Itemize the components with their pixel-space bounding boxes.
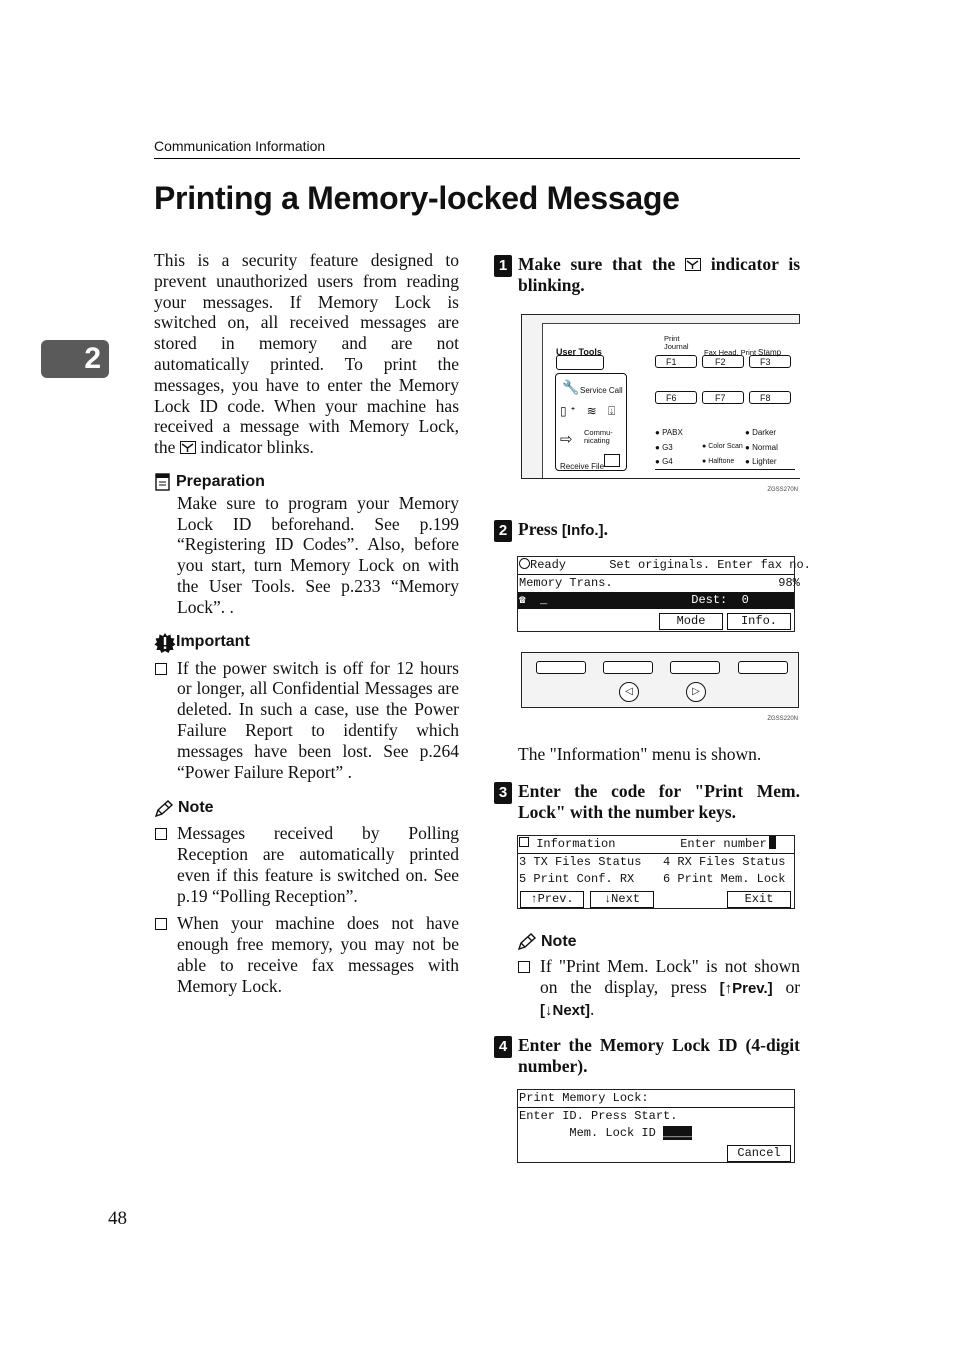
left-column	[154, 250, 459, 997]
preparation-heading: Preparation	[154, 472, 459, 493]
running-header: Communication Information	[154, 138, 326, 154]
contrast-leds	[745, 426, 778, 470]
intro-paragraph: This is a security feature designed to prevent unauthorized users from reading your messages. If Memory Lock is switched on, all received messages are stored in memory and are not automatically printed. To print the messages, you have to enter the Memory Lock ID code. When your machine has received a message with Memory Lock, the indicator blinks.	[154, 250, 459, 458]
pencil-note-icon	[517, 933, 537, 951]
cancel-softkey[interactable]: Cancel	[727, 1145, 791, 1162]
selection-keys-illustration	[521, 652, 799, 708]
prev-softkey[interactable]: ↑Prev.	[520, 891, 584, 908]
line-leds	[655, 426, 683, 470]
f-label-print-journal: Print Journal	[664, 334, 689, 351]
led-color-scan: ● Color Scan	[702, 443, 743, 450]
checkbox-bullet-icon	[155, 828, 167, 840]
service-call-label: Service Call	[580, 386, 623, 395]
led-g4: ● G4	[655, 457, 673, 466]
figure-code: ZGSS220N	[767, 716, 798, 722]
f3-key[interactable]: F3	[749, 355, 791, 368]
info-menu-shown-text: The "Information" menu is shown.	[518, 744, 762, 764]
note-item: If "Print Mem. Lock" is not shown on the display, press [↑Prev.] or [↓Next].	[517, 956, 800, 1021]
mode-softkey[interactable]: Mode	[659, 613, 723, 630]
machine-status-icons: ▯ᐩ ≋ ⍗	[560, 404, 620, 418]
page-number: 48	[108, 1208, 127, 1229]
scroll-left-icon[interactable]: ◁	[619, 682, 639, 702]
selection-key-2[interactable]	[603, 661, 653, 674]
pencil-note-icon	[154, 800, 174, 818]
operation-panel-illustration	[521, 314, 800, 479]
note-heading: Note	[154, 798, 459, 819]
lcd-row-status: Ready Set originals. Enter fax no.	[518, 557, 794, 574]
prev-key-name: [↑Prev.]	[719, 980, 773, 997]
user-tools-key[interactable]	[556, 355, 604, 370]
telephone-icon: ☎	[519, 595, 526, 607]
key-row-edge	[655, 469, 795, 478]
next-key-name: [↓Next]	[540, 1002, 591, 1019]
receive-file-label: Receive File	[560, 462, 605, 471]
led-pabx: ● PABX	[655, 428, 683, 437]
ready-indicator-icon	[519, 558, 530, 569]
user-tools-label: User Tools	[556, 347, 602, 357]
lcd-row-menu-2: 5 Print Conf. RX 6 Print Mem. Lock	[519, 872, 786, 886]
step-number: 3	[494, 782, 512, 804]
led-g3: ● G3	[655, 442, 673, 452]
step-number: 1	[494, 255, 512, 277]
memory-lock-indicator-icon	[685, 258, 701, 271]
scroll-right-icon[interactable]: ▷	[686, 682, 706, 702]
important-item: If the power switch is off for 12 hours or longer, all Confidential Messages are deleted. In such a case, use the Power Failure Report to identify which messages have been lost. See p.264 “Power Failure Report” .	[154, 658, 459, 783]
next-softkey[interactable]: ↓Next	[590, 891, 654, 908]
lcd-row-enter-id: Enter ID. Press Start.	[519, 1109, 678, 1123]
lcd-row-destination: ☎ _ Dest: 0	[518, 592, 794, 609]
note-heading: Note	[517, 931, 800, 952]
led-lighter: ● Lighter	[745, 457, 777, 466]
selection-key-3[interactable]	[670, 661, 720, 674]
lcd-row-id-field: Mem. Lock ID ____	[519, 1126, 692, 1140]
checkbox-bullet-icon	[155, 918, 167, 930]
lcd-display-memory-lock	[517, 1089, 795, 1163]
step-number: 2	[494, 520, 512, 542]
f-label-stamp: Stamp	[758, 348, 782, 357]
mode-leds	[702, 440, 743, 469]
f7-key[interactable]: F7	[702, 391, 744, 404]
led-normal: ● Normal	[745, 442, 778, 452]
note-item: Messages received by Polling Reception are automatically printed even if this feature is switched on. See p.19 “Polling Reception”.	[154, 823, 459, 906]
step-number: 4	[494, 1036, 512, 1058]
selection-key-1[interactable]	[536, 661, 586, 674]
important-heading: Important	[154, 632, 459, 654]
cursor-block	[769, 836, 776, 849]
communicating-icon: ⇨	[560, 431, 573, 448]
header-rule	[154, 158, 800, 159]
important-icon	[154, 632, 176, 654]
chapter-tab: 2	[41, 340, 109, 378]
led-halftone: ● Halftone	[702, 457, 735, 465]
checkbox-bullet-icon	[155, 663, 167, 675]
info-menu-icon	[519, 837, 529, 847]
memory-lock-id-field[interactable]: ____	[663, 1126, 692, 1140]
lcd-row-print-memory-lock: Print Memory Lock:	[518, 1090, 794, 1108]
communicating-label: Commu- nicating	[584, 428, 613, 445]
step-1: 1 Make sure that the indicator is blinking.	[494, 254, 800, 296]
selection-key-4[interactable]	[738, 661, 788, 674]
step-4: 4 Enter the Memory Lock ID (4-digit number).	[494, 1035, 800, 1077]
f8-key[interactable]: F8	[749, 391, 791, 404]
figure-code: ZGSS270N	[767, 487, 798, 493]
lcd-row-menu-1: 3 TX Files Status 4 RX Files Status	[519, 855, 786, 869]
info-key-name: [Info.]	[561, 522, 604, 539]
info-softkey[interactable]: Info.	[727, 613, 791, 630]
preparation-text: Make sure to program your Memory Lock ID beforehand. See p.199 “Registering ID Codes”. Also, before you start, turn Memory Lock on with the User Tools. See p.233 “Memory Lock”. .	[177, 492, 459, 617]
lcd-display-information	[517, 835, 795, 909]
preparation-icon	[154, 473, 172, 492]
lcd-display-ready	[517, 556, 811, 632]
f2-key[interactable]: F2	[702, 355, 744, 368]
step-2: 2 Press [Info.].	[494, 519, 800, 542]
f-label-fax-head-print: Fax Head. Print	[704, 348, 757, 357]
led-darker: ● Darker	[745, 428, 777, 437]
checkbox-bullet-icon	[518, 961, 530, 973]
note-item: When your machine does not have enough free memory, you may not be able to receive fax messages with Memory Lock.	[154, 913, 459, 996]
receive-file-icon	[604, 454, 620, 467]
lcd-row-memory: Memory Trans. 98%	[519, 576, 800, 590]
lcd-row-info-title: Information Enter number	[518, 836, 794, 854]
step-3: 3 Enter the code for "Print Mem. Lock" with the number keys.	[494, 781, 800, 823]
f6-key[interactable]: F6	[655, 391, 697, 404]
memory-lock-indicator-icon	[180, 441, 196, 454]
right-column	[494, 254, 811, 1163]
page-title: Printing a Memory-locked Message	[154, 180, 680, 216]
f1-key[interactable]: F1	[655, 355, 697, 368]
exit-softkey[interactable]: Exit	[727, 891, 791, 908]
wrench-icon: 🔧	[562, 379, 580, 395]
